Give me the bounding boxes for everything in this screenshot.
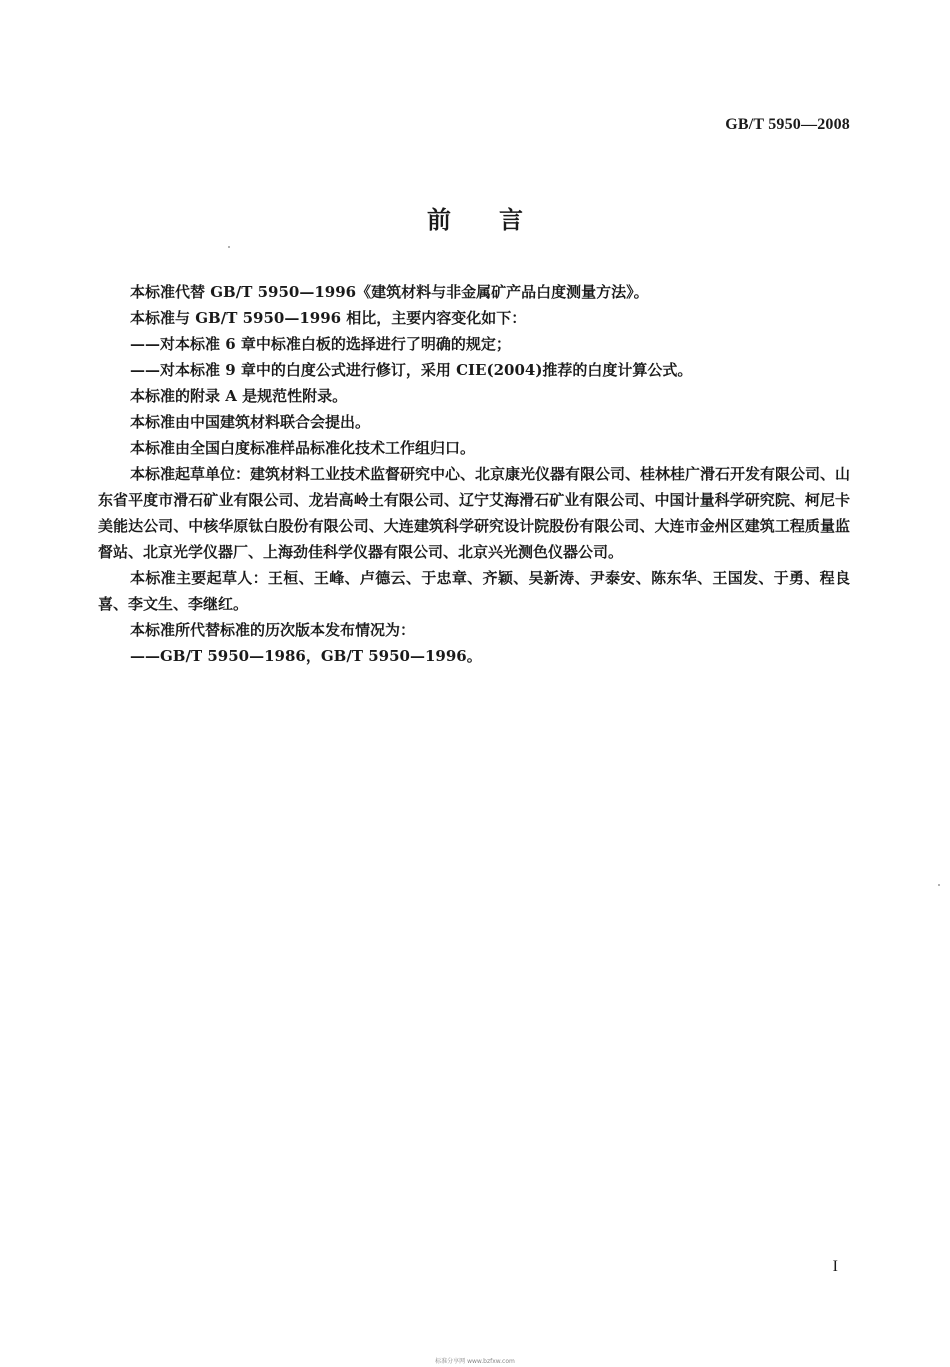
paragraph-appendix: 本标准的附录 A 是规范性附录。 <box>130 387 348 405</box>
paragraph-drafters: 本标准主要起草人：王桓、王峰、卢德云、于忠章、齐颖、吴新涛、尹泰安、陈东华、王国发、于勇、程良喜、李文生、李继红。 <box>98 569 850 613</box>
scan-speck <box>228 246 230 248</box>
standard-code: GB/T 5950—2008 <box>725 116 850 133</box>
watermark: 标准分享网 www.bzfxw.com <box>435 1358 515 1365</box>
scan-speck <box>938 884 940 886</box>
list-item: ——对本标准 9 章中的白度公式进行修订，采用 CIE(2004)推荐的白度计算公式。 <box>130 361 693 379</box>
paragraph-history-intro: 本标准所代替标准的历次版本发布情况为： <box>130 621 416 639</box>
paragraph-drafting-units: 本标准起草单位：建筑材料工业技术监督研究中心、北京康光仪器有限公司、桂林桂广滑石开发有限公司、山东省平度市滑石矿业有限公司、龙岩高岭土有限公司、辽宁艾海滑石矿业有限公司、中国计量科学研究院、柯尼卡美能达公司、中核华原钛白股份有限公司、大连建筑科学研究设计院股份有限公司、大连市金州区建筑工程质量监督站、北京光学仪器厂、上海劲佳科学仪器有限公司、北京兴光测色仪器公司。 <box>98 465 851 561</box>
paragraph-proposer: 本标准由中国建筑材料联合会提出。 <box>130 413 371 431</box>
page-title: 前言 <box>427 206 571 234</box>
page-number: I <box>832 1258 838 1275</box>
paragraph-changes-intro: 本标准与 GB/T 5950—1996 相比，主要内容变化如下： <box>130 309 527 327</box>
paragraph-replacement: 本标准代替 GB/T 5950—1996《建筑材料与非金属矿产品白度测量方法》。 <box>130 283 649 301</box>
list-item: ——对本标准 6 章中标准白板的选择进行了明确的规定； <box>130 335 511 353</box>
paragraph-administrator: 本标准由全国白度标准样品标准化技术工作组归口。 <box>130 439 476 457</box>
list-item: ——GB/T 5950—1986，GB/T 5950—1996。 <box>130 647 482 665</box>
preface-body <box>98 279 850 669</box>
